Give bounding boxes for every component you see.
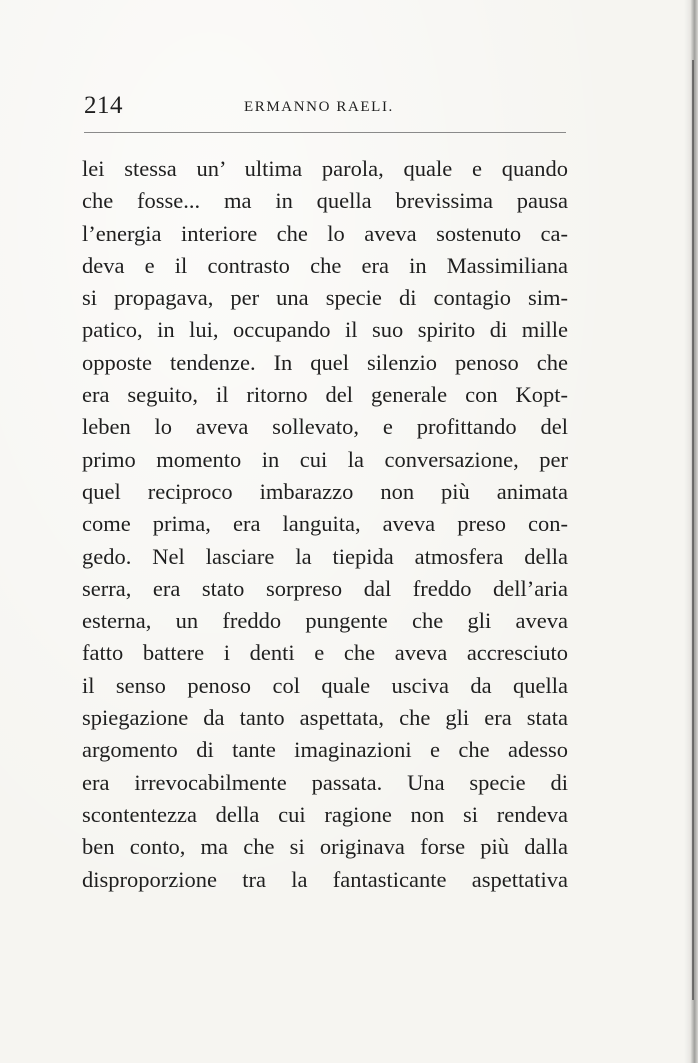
text-line: fatto battere i denti e che aveva accresciuto (82, 640, 568, 666)
text-line: primo momento in cui la conversazione, per (82, 446, 568, 472)
page-number: 214 (84, 92, 123, 119)
body-text (82, 153, 568, 896)
text-line: serra, era stato sorpreso dal freddo dell’aria (82, 575, 568, 601)
text-line: gedo. Nel lasciare la tiepida atmosfera della (82, 543, 568, 569)
header-rule (84, 132, 566, 133)
text-line: argomento di tante imaginazioni e che adesso (82, 737, 568, 763)
text-line: lei stessa un’ ultima parola, quale e quando (82, 156, 568, 181)
text-line: era irrevocabilmente passata. Una specie di (82, 769, 568, 795)
text-line: che fosse... ma in quella brevissima pausa (82, 188, 568, 214)
text-line: quel reciproco imbarazzo non più animata (82, 478, 568, 504)
text-line: patico, in lui, occupando il suo spirito di mille (82, 317, 568, 343)
text-line: come prima, era languita, aveva preso con- (82, 511, 568, 537)
text-line: si propagava, per una specie di contagio sim- (82, 285, 568, 311)
page-edge-line (692, 60, 694, 1000)
text-line: esterna, un freddo pungente che gli aveva (82, 608, 568, 634)
text-line: scontentezza della cui ragione non si rendeva (82, 801, 568, 827)
text-line: leben lo aveva sollevato, e profittando del (82, 414, 568, 440)
text-line: ben conto, ma che si originava forse più dalla (82, 834, 568, 860)
text-line: il senso penoso col quale usciva da quella (82, 672, 568, 698)
text-line: disproporzione tra la fantasticante aspettativa (82, 866, 568, 892)
text-line: opposte tendenze. In quel silenzio penoso che (82, 349, 568, 375)
text-line: era seguito, il ritorno del generale con Kopt- (82, 382, 568, 408)
running-title: ERMANNO RAELI. (244, 99, 394, 115)
page-binding-shadow (684, 0, 698, 1063)
text-line: deva e il contrasto che era in Massimiliana (82, 252, 568, 278)
text-line: l’energia interiore che lo aveva sostenuto ca- (82, 220, 568, 246)
text-line: spiegazione da tanto aspettata, che gli era stata (82, 705, 568, 731)
running-head (84, 92, 566, 122)
